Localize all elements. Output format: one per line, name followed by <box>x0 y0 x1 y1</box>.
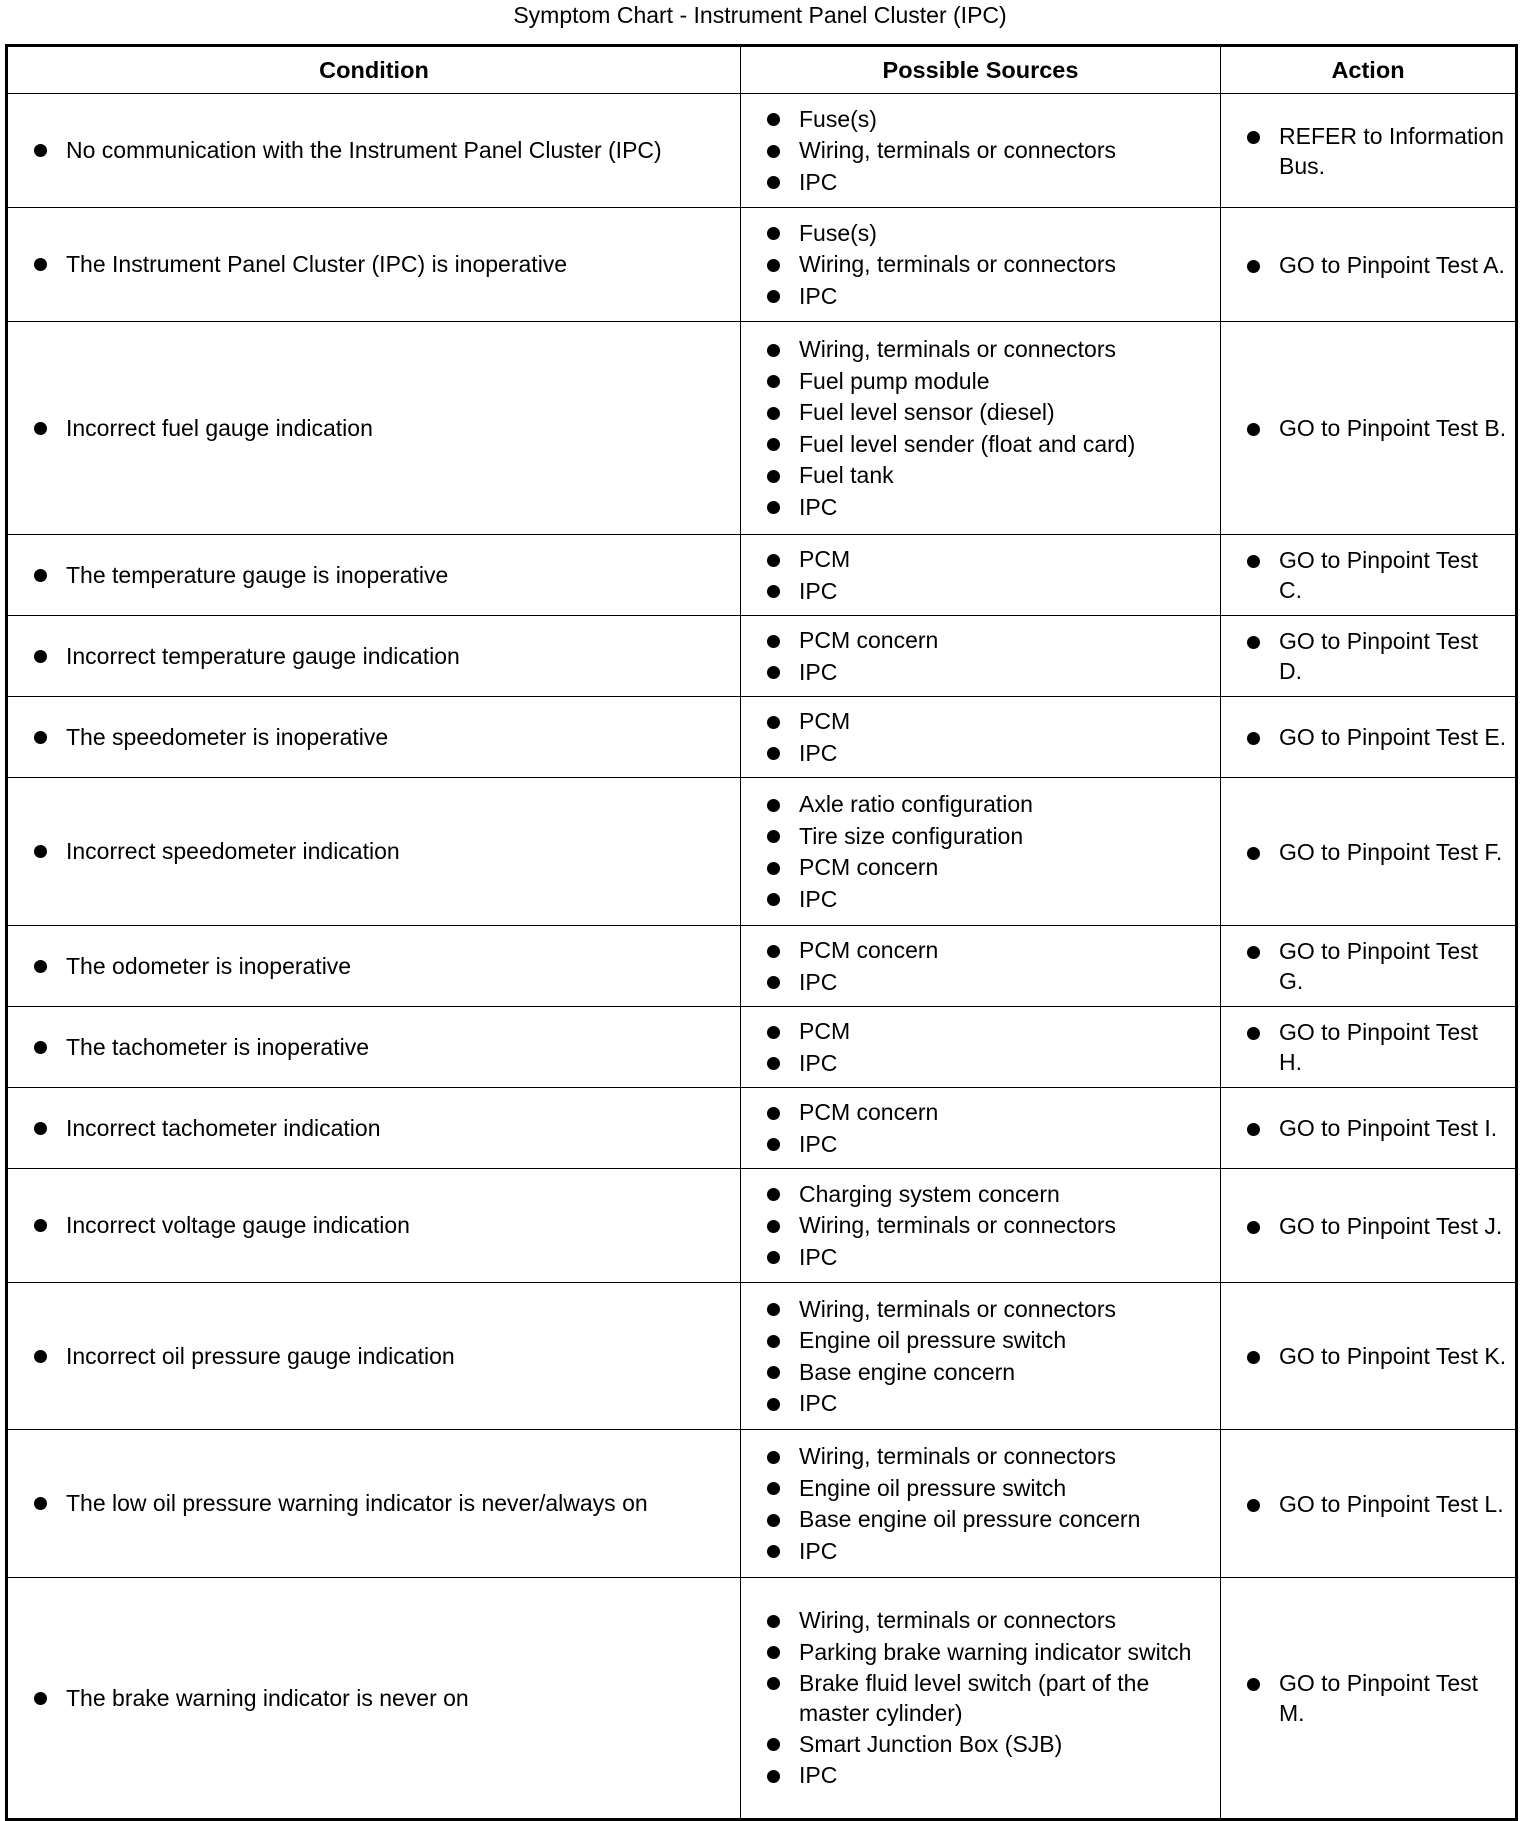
header-row <box>7 46 1517 94</box>
table-row <box>7 1578 1517 1820</box>
action-text: GO to Pinpoint Test M. <box>1247 1668 1507 1728</box>
condition-text: The temperature gauge is inoperative <box>34 559 740 592</box>
action-text: GO to Pinpoint Test E. <box>1247 722 1507 752</box>
condition-cell <box>7 1169 741 1283</box>
action-cell <box>1221 926 1517 1007</box>
source-item: PCM concern <box>767 1097 1214 1129</box>
table-row <box>7 94 1517 208</box>
condition-cell <box>7 208 741 322</box>
source-item: Base engine oil pressure concern <box>767 1504 1214 1536</box>
source-item: Wiring, terminals or connectors <box>767 1441 1214 1473</box>
condition-text: No communication with the Instrument Panel Cluster (IPC) <box>34 134 740 167</box>
action-text: GO to Pinpoint Test F. <box>1247 837 1507 867</box>
condition-list <box>8 1112 740 1145</box>
condition-text: Incorrect fuel gauge indication <box>34 412 740 445</box>
sources-list <box>741 1293 1220 1419</box>
source-item: Fuel level sender (float and card) <box>767 428 1214 460</box>
sources-list <box>741 625 1220 688</box>
sources-list <box>741 334 1220 523</box>
condition-list <box>8 950 740 983</box>
action-text: GO to Pinpoint Test H. <box>1247 1017 1507 1077</box>
source-item: PCM concern <box>767 852 1214 884</box>
source-item: Fuel level sensor (diesel) <box>767 397 1214 429</box>
condition-cell <box>7 1007 741 1088</box>
sources-list <box>741 706 1220 769</box>
source-item: Charging system concern <box>767 1178 1214 1210</box>
action-cell <box>1221 1169 1517 1283</box>
sources-header: Possible Sources <box>741 46 1221 94</box>
action-list <box>1221 1489 1515 1519</box>
action-list <box>1221 722 1515 752</box>
source-item: PCM <box>767 1016 1214 1048</box>
condition-cell <box>7 535 741 616</box>
source-item: Smart Junction Box (SJB) <box>767 1728 1214 1760</box>
condition-cell <box>7 1283 741 1430</box>
action-list <box>1221 626 1515 686</box>
sources-cell <box>741 535 1221 616</box>
source-item: Parking brake warning indicator switch <box>767 1636 1214 1667</box>
action-cell <box>1221 1283 1517 1430</box>
source-item: IPC <box>767 1760 1214 1792</box>
sources-cell <box>741 94 1221 208</box>
source-item: Base engine concern <box>767 1356 1214 1388</box>
condition-list <box>8 412 740 445</box>
action-cell <box>1221 1088 1517 1169</box>
action-text: GO to Pinpoint Test C. <box>1247 545 1507 605</box>
action-text: GO to Pinpoint Test B. <box>1247 413 1507 443</box>
sources-list <box>741 789 1220 915</box>
source-item: PCM <box>767 706 1214 738</box>
source-item: IPC <box>767 491 1214 523</box>
condition-cell <box>7 1088 741 1169</box>
condition-header: Condition <box>7 46 741 94</box>
table-row <box>7 926 1517 1007</box>
action-cell <box>1221 1578 1517 1820</box>
condition-text: The low oil pressure warning indicator is never/always on <box>34 1487 740 1520</box>
sources-list <box>741 1441 1220 1567</box>
action-cell <box>1221 1430 1517 1578</box>
action-text: GO to Pinpoint Test A. <box>1247 250 1507 280</box>
source-item: PCM concern <box>767 935 1214 967</box>
source-item: Tire size configuration <box>767 820 1214 852</box>
action-list <box>1221 1113 1515 1143</box>
action-cell <box>1221 778 1517 926</box>
condition-cell <box>7 697 741 778</box>
condition-cell <box>7 616 741 697</box>
action-list <box>1221 1211 1515 1241</box>
sources-cell <box>741 1169 1221 1283</box>
source-item: Axle ratio configuration <box>767 789 1214 821</box>
condition-cell <box>7 778 741 926</box>
source-item: Engine oil pressure switch <box>767 1325 1214 1357</box>
action-cell <box>1221 697 1517 778</box>
action-cell <box>1221 1007 1517 1088</box>
condition-text: The brake warning indicator is never on <box>34 1682 740 1715</box>
action-list <box>1221 1668 1515 1728</box>
sources-list <box>741 1097 1220 1160</box>
action-text: GO to Pinpoint Test G. <box>1247 936 1507 996</box>
action-text: GO to Pinpoint Test K. <box>1247 1341 1507 1371</box>
sources-cell <box>741 1430 1221 1578</box>
table-row <box>7 1088 1517 1169</box>
source-item: Wiring, terminals or connectors <box>767 334 1214 366</box>
source-item: IPC <box>767 575 1214 607</box>
source-item: PCM <box>767 544 1214 576</box>
action-list <box>1221 1017 1515 1077</box>
condition-cell <box>7 94 741 208</box>
sources-list <box>741 217 1220 312</box>
sources-cell <box>741 322 1221 535</box>
condition-text: Incorrect speedometer indication <box>34 835 740 868</box>
source-item: Wiring, terminals or connectors <box>767 249 1214 281</box>
condition-cell <box>7 926 741 1007</box>
table-row <box>7 322 1517 535</box>
source-item: Wiring, terminals or connectors <box>767 1605 1214 1637</box>
table-row <box>7 535 1517 616</box>
source-item: PCM concern <box>767 625 1214 657</box>
source-item: IPC <box>767 1047 1214 1079</box>
action-cell <box>1221 208 1517 322</box>
condition-text: The speedometer is inoperative <box>34 721 740 754</box>
action-text: GO to Pinpoint Test L. <box>1247 1489 1507 1519</box>
condition-list <box>8 721 740 754</box>
source-item: IPC <box>767 656 1214 688</box>
table-row <box>7 697 1517 778</box>
table-row <box>7 778 1517 926</box>
sources-list <box>741 1605 1220 1792</box>
sources-list <box>741 1016 1220 1079</box>
table-row <box>7 208 1517 322</box>
condition-text: The tachometer is inoperative <box>34 1031 740 1064</box>
condition-list <box>8 134 740 167</box>
condition-list <box>8 559 740 592</box>
action-list <box>1221 837 1515 867</box>
action-list <box>1221 1341 1515 1371</box>
sources-cell <box>741 1578 1221 1820</box>
source-item: Fuel pump module <box>767 365 1214 397</box>
source-item: IPC <box>767 1535 1214 1567</box>
sources-list <box>741 103 1220 198</box>
source-item: Wiring, terminals or connectors <box>767 1210 1214 1242</box>
condition-list <box>8 1340 740 1373</box>
sources-list <box>741 544 1220 607</box>
source-item: Fuse(s) <box>767 217 1214 249</box>
source-item: Wiring, terminals or connectors <box>767 135 1214 167</box>
sources-cell <box>741 1007 1221 1088</box>
action-text: GO to Pinpoint Test I. <box>1247 1113 1507 1143</box>
action-text: GO to Pinpoint Test J. <box>1247 1211 1507 1241</box>
condition-list <box>8 640 740 673</box>
table-row <box>7 1007 1517 1088</box>
source-item: IPC <box>767 1388 1214 1420</box>
source-item: IPC <box>767 1128 1214 1160</box>
condition-list <box>8 248 740 281</box>
condition-list <box>8 1209 740 1242</box>
source-item: Fuel tank <box>767 460 1214 492</box>
source-item: IPC <box>767 737 1214 769</box>
condition-text: Incorrect tachometer indication <box>34 1112 740 1145</box>
action-cell <box>1221 94 1517 208</box>
action-text: GO to Pinpoint Test D. <box>1247 626 1507 686</box>
sources-cell <box>741 697 1221 778</box>
action-text: REFER to Information Bus. <box>1247 121 1507 181</box>
condition-list <box>8 1031 740 1064</box>
sources-cell <box>741 208 1221 322</box>
source-item: Engine oil pressure switch <box>767 1472 1214 1504</box>
condition-cell <box>7 322 741 535</box>
sources-cell <box>741 1283 1221 1430</box>
source-item: IPC <box>767 1241 1214 1273</box>
condition-text: Incorrect voltage gauge indication <box>34 1209 740 1242</box>
condition-text: Incorrect oil pressure gauge indication <box>34 1340 740 1373</box>
table-row <box>7 1169 1517 1283</box>
condition-cell <box>7 1430 741 1578</box>
action-list <box>1221 545 1515 605</box>
sources-list <box>741 1178 1220 1273</box>
action-header: Action <box>1221 46 1517 94</box>
source-item: IPC <box>767 883 1214 915</box>
condition-text: The odometer is inoperative <box>34 950 740 983</box>
symptom-table <box>5 44 1518 1821</box>
sources-cell <box>741 778 1221 926</box>
action-cell <box>1221 322 1517 535</box>
condition-cell <box>7 1578 741 1820</box>
action-cell <box>1221 616 1517 697</box>
source-item: Wiring, terminals or connectors <box>767 1293 1214 1325</box>
sources-cell <box>741 926 1221 1007</box>
table-row <box>7 1430 1517 1578</box>
table-row <box>7 616 1517 697</box>
sources-cell <box>741 1088 1221 1169</box>
source-item: Brake fluid level switch (part of the master cylinder) <box>767 1667 1214 1728</box>
action-list <box>1221 250 1515 280</box>
condition-text: The Instrument Panel Cluster (IPC) is inoperative <box>34 248 740 281</box>
table-row <box>7 1283 1517 1430</box>
condition-list <box>8 835 740 868</box>
condition-list <box>8 1682 740 1715</box>
sources-cell <box>741 616 1221 697</box>
source-item: IPC <box>767 966 1214 998</box>
source-item: IPC <box>767 166 1214 198</box>
action-list <box>1221 121 1515 181</box>
source-item: Fuse(s) <box>767 103 1214 135</box>
table-body <box>7 94 1517 1820</box>
sources-list <box>741 935 1220 998</box>
condition-list <box>8 1487 740 1520</box>
action-list <box>1221 936 1515 996</box>
chart-title: Symptom Chart - Instrument Panel Cluster (IPC) <box>513 2 1007 28</box>
condition-text: Incorrect temperature gauge indication <box>34 640 740 673</box>
action-cell <box>1221 535 1517 616</box>
source-item: IPC <box>767 280 1214 312</box>
action-list <box>1221 413 1515 443</box>
